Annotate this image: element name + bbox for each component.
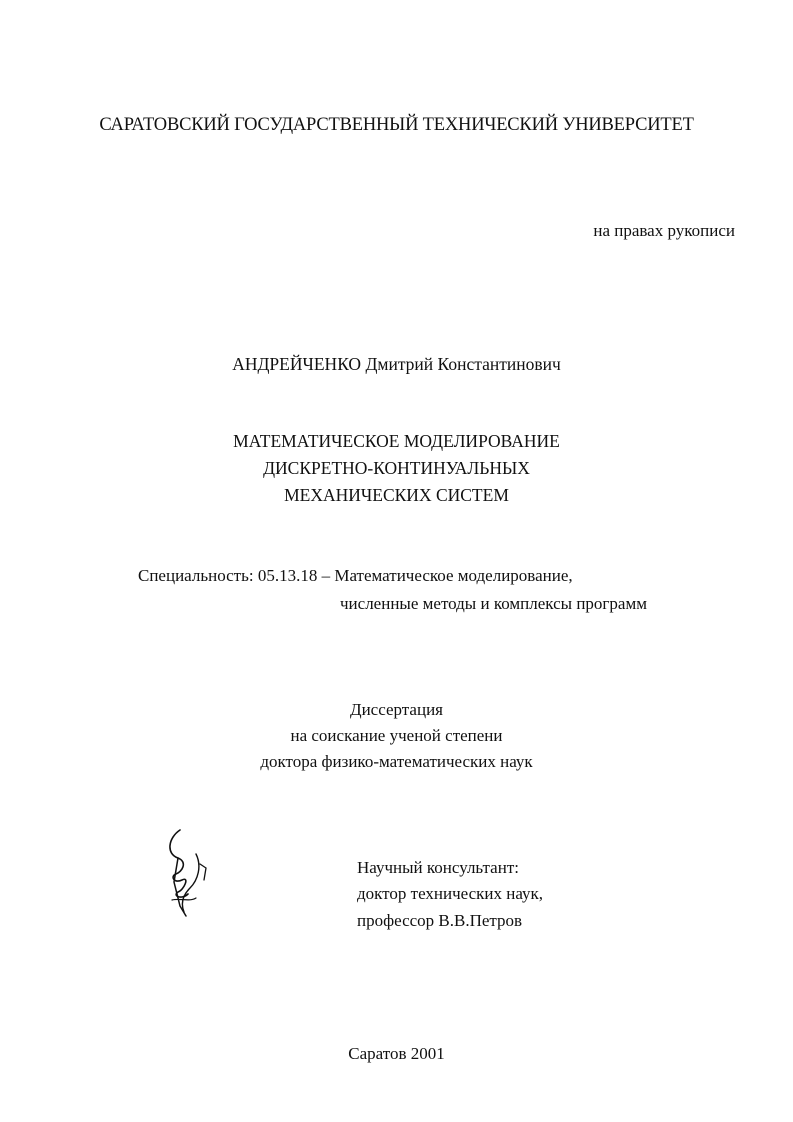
degree-line-1: на соискание ученой степени xyxy=(290,726,503,745)
degree-line-2: доктора физико-математических наук xyxy=(260,752,533,771)
dissertation-title-line-1: МАТЕМАТИЧЕСКОЕ МОДЕЛИРОВАНИЕ xyxy=(233,431,560,451)
city-and-year: Саратов 2001 xyxy=(348,1044,445,1063)
consultant-name: профессор В.В.Петров xyxy=(357,911,523,930)
author-name: АНДРЕЙЧЕНКО Дмитрий Константинович xyxy=(232,354,561,374)
specialty-line-1: Специальность: 05.13.18 – Математическое моделирование, xyxy=(138,566,573,585)
dissertation-title-line-3: МЕХАНИЧЕСКИХ СИСТЕМ xyxy=(284,485,509,505)
specialty-line-2: численные методы и комплексы программ xyxy=(340,594,647,613)
dissertation-title-line-2: ДИСКРЕТНО-КОНТИНУАЛЬНЫХ xyxy=(263,458,530,478)
dissertation-label: Диссертация xyxy=(349,700,443,719)
manuscript-rights-note: на правах рукописи xyxy=(593,221,735,240)
consultant-label: Научный консультант: xyxy=(357,858,519,877)
handwritten-signature-icon xyxy=(160,828,220,920)
university-name: САРАТОВСКИЙ ГОСУДАРСТВЕННЫЙ ТЕХНИЧЕСКИЙ УНИВЕРСИТЕТ xyxy=(99,115,694,135)
consultant-degree: доктор технических наук, xyxy=(357,884,544,903)
